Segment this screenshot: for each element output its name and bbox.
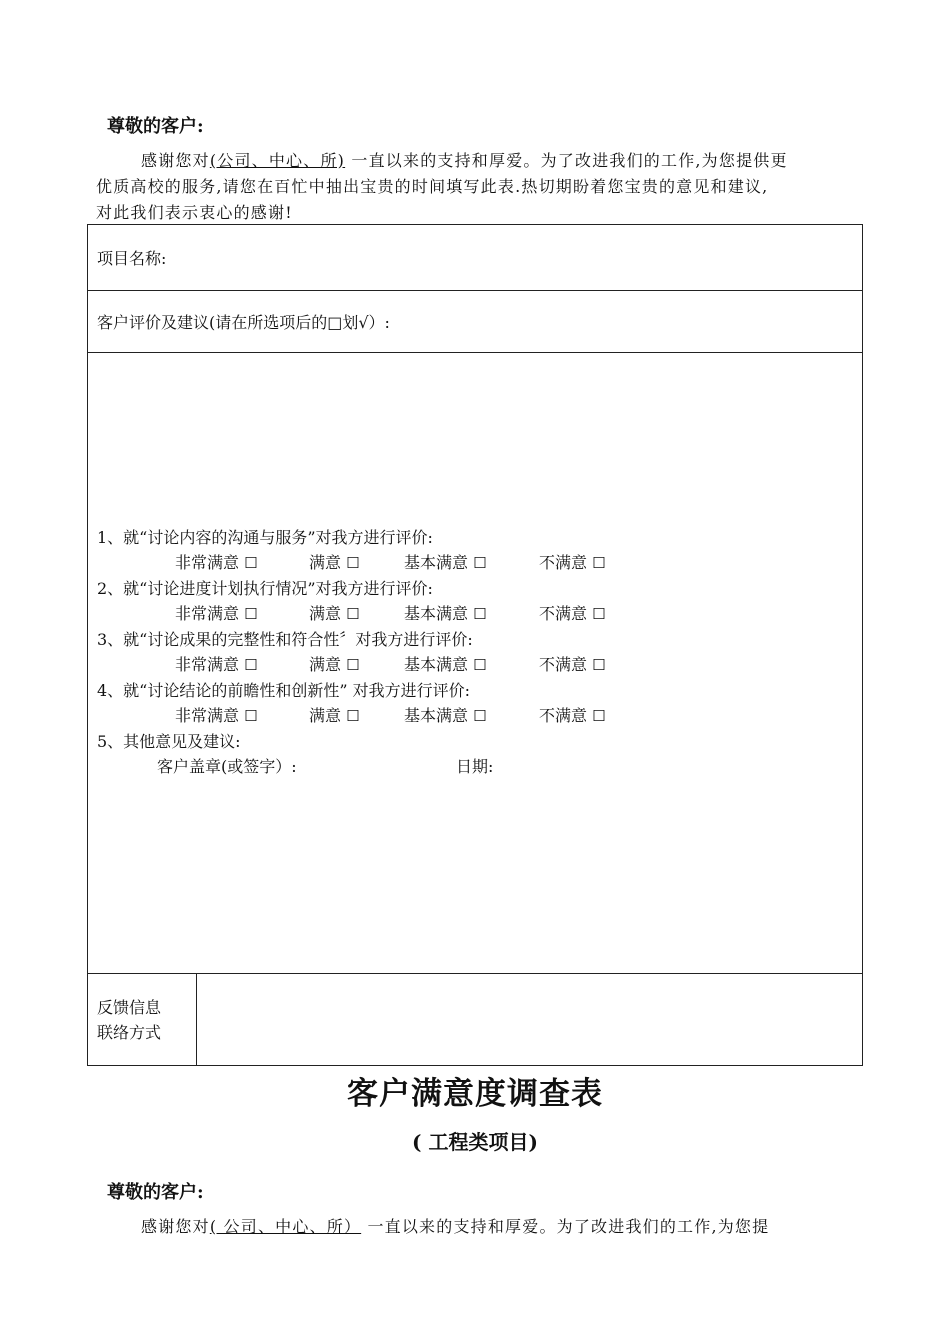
- intro-line-1: [141, 148, 788, 174]
- checkbox-icon[interactable]: ☐: [346, 707, 360, 725]
- checkbox-icon[interactable]: ☐: [244, 605, 258, 623]
- feedback-label-cell: [88, 974, 197, 1066]
- intro-prefix: 感谢您对: [141, 151, 210, 170]
- checkbox-icon[interactable]: ☐: [473, 605, 487, 623]
- intro-line-3: 对此我们表示衷心的感谢!: [96, 203, 293, 222]
- feedback-label: [88, 995, 196, 1045]
- checkbox-icon[interactable]: ☐: [473, 656, 487, 674]
- seal-label: 客户盖章(或签字）:: [157, 757, 297, 776]
- option-unsatisfied[interactable]: 不满意 ☐: [539, 553, 606, 572]
- question-3-options: [97, 652, 606, 678]
- checkbox-icon[interactable]: ☐: [244, 707, 258, 725]
- evaluation-body-row: [88, 353, 863, 974]
- checkbox-icon[interactable]: ☐: [244, 554, 258, 572]
- page-subtitle: ( 工程类项目): [412, 1130, 538, 1154]
- checkbox-icon[interactable]: ☐: [592, 605, 606, 623]
- intro-bottom-line: [141, 1214, 769, 1240]
- evaluation-label: 客户评价及建议(请在所选项后的□划√）:: [97, 313, 390, 332]
- option-basically-satisfied[interactable]: 基本满意 ☐: [404, 604, 487, 623]
- option-unsatisfied[interactable]: 不满意 ☐: [539, 604, 606, 623]
- page-title: 客户满意度调查表: [347, 1076, 603, 1112]
- checkbox-icon[interactable]: ☐: [346, 656, 360, 674]
- survey-form-table: [87, 224, 863, 1066]
- question-list: [97, 525, 606, 779]
- option-basically-satisfied[interactable]: 基本满意 ☐: [404, 655, 487, 674]
- question-4-options: [97, 703, 606, 729]
- option-very-satisfied[interactable]: 非常满意 ☐: [175, 604, 258, 623]
- intro-org-underlined: (公司、中心、所): [209, 151, 346, 170]
- evaluation-body-cell: [88, 353, 863, 974]
- checkbox-icon[interactable]: ☐: [592, 656, 606, 674]
- evaluation-content: [88, 353, 862, 973]
- project-name-label: 项目名称:: [97, 249, 167, 268]
- feedback-row: [88, 974, 863, 1066]
- question-2: 2、就“讨论进度计划执行情况”对我方进行评价:: [97, 579, 433, 598]
- option-satisfied[interactable]: 满意 ☐: [309, 655, 360, 674]
- date-label: 日期:: [456, 757, 494, 776]
- feedback-contact-cell[interactable]: [197, 974, 863, 1066]
- question-2-options: [97, 601, 606, 627]
- question-5-other-comments: 5、其他意见及建议:: [97, 732, 241, 751]
- project-name-cell[interactable]: [88, 225, 863, 291]
- feedback-label-line1: 反馈信息: [97, 997, 162, 1017]
- option-satisfied[interactable]: 满意 ☐: [309, 553, 360, 572]
- option-unsatisfied[interactable]: 不满意 ☐: [539, 655, 606, 674]
- checkbox-icon[interactable]: ☐: [346, 554, 360, 572]
- evaluation-header-row: [88, 291, 863, 353]
- option-unsatisfied[interactable]: 不满意 ☐: [539, 706, 606, 725]
- option-very-satisfied[interactable]: 非常满意 ☐: [175, 655, 258, 674]
- intro-suffix: 一直以来的支持和厚爱。为了改进我们的工作,为您提供更: [345, 151, 788, 170]
- checkbox-icon[interactable]: ☐: [592, 707, 606, 725]
- question-4: 4、就“讨论结论的前瞻性和创新性” 对我方进行评价:: [97, 681, 471, 700]
- greeting: 尊敬的客户:: [107, 116, 204, 137]
- evaluation-header-cell: [88, 291, 863, 353]
- question-3: 3、就“讨论成果的完整性和符合性〞对我方进行评价:: [97, 630, 473, 649]
- option-satisfied[interactable]: 满意 ☐: [309, 706, 360, 725]
- question-1-options: [97, 550, 606, 576]
- signature-line: [97, 754, 606, 779]
- option-very-satisfied[interactable]: 非常满意 ☐: [175, 553, 258, 572]
- option-very-satisfied[interactable]: 非常满意 ☐: [175, 706, 258, 725]
- question-1: 1、就“讨论内容的沟通与服务”对我方进行评价:: [97, 528, 433, 547]
- checkbox-icon[interactable]: ☐: [473, 707, 487, 725]
- checkbox-icon[interactable]: ☐: [473, 554, 487, 572]
- intro-line-2: 优质高校的服务,请您在百忙中抽出宝贵的时间填写此表.热切期盼着您宝贵的意见和建议,: [96, 177, 769, 196]
- intro-suffix: 一直以来的支持和厚爱。为了改进我们的工作,为您提: [361, 1217, 770, 1236]
- feedback-label-line2: 联络方式: [97, 1022, 162, 1042]
- option-satisfied[interactable]: 满意 ☐: [309, 604, 360, 623]
- checkbox-icon[interactable]: ☐: [244, 656, 258, 674]
- greeting-bottom: 尊敬的客户:: [107, 1182, 204, 1203]
- project-name-row: [88, 225, 863, 291]
- option-basically-satisfied[interactable]: 基本满意 ☐: [404, 553, 487, 572]
- checkbox-icon[interactable]: ☐: [592, 554, 606, 572]
- checkbox-icon[interactable]: ☐: [346, 605, 360, 623]
- option-basically-satisfied[interactable]: 基本满意 ☐: [404, 706, 487, 725]
- intro-prefix: 感谢您对: [141, 1217, 210, 1236]
- intro-org-underlined: ( 公司、中心、所）: [209, 1217, 362, 1236]
